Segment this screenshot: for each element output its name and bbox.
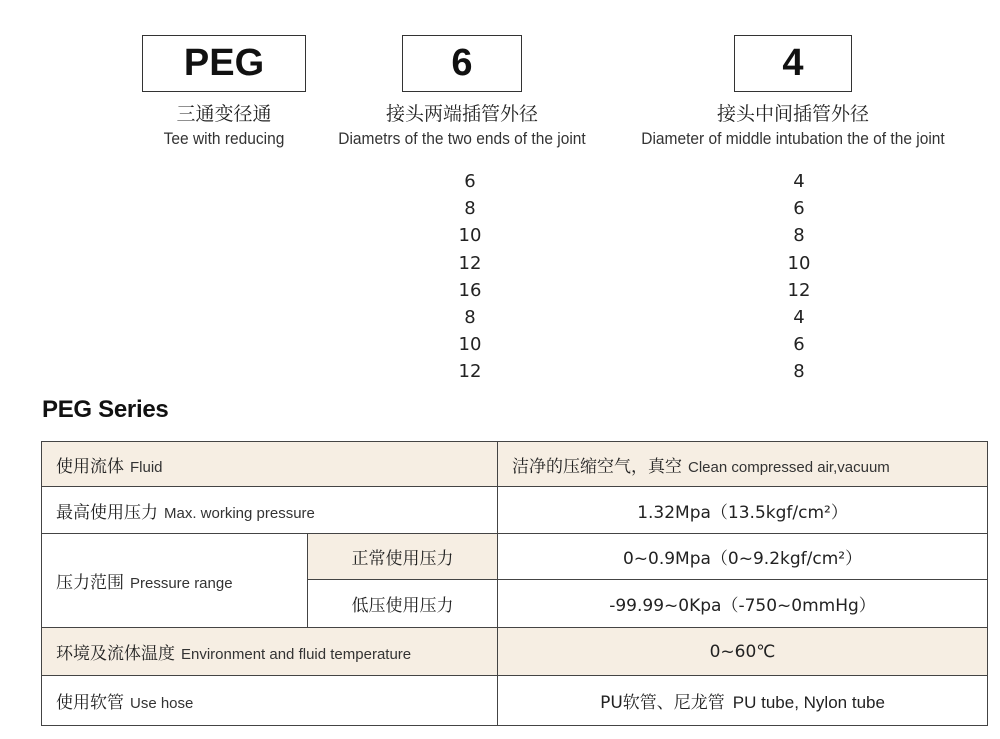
hose-value-zh: PU软管、尼龙管 xyxy=(600,693,725,713)
table-cell-label xyxy=(42,676,498,726)
fluid-value-zh: 洁净的压缩空气，真空 xyxy=(512,456,683,477)
table-row-temperature xyxy=(42,628,988,676)
list-item: 8 xyxy=(793,361,805,383)
low-pressure-label: 低压使用压力 xyxy=(308,580,498,628)
table-row-hose xyxy=(42,676,988,726)
code-label-en: Tee with reducing xyxy=(163,130,285,148)
normal-pressure-value: 0~0.9Mpa（0~9.2kgf/cm²） xyxy=(498,534,988,580)
fluid-value-en: Clean compressed air,vacuum xyxy=(688,458,890,476)
table-cell-label xyxy=(42,628,498,676)
code-box-series: PEG xyxy=(142,35,306,92)
list-item: 6 xyxy=(464,171,476,192)
middle-diameter-list xyxy=(759,168,839,386)
code-label-en: Diametrs of the two ends of the joint xyxy=(338,130,586,148)
low-pressure-value: -99.99~0Kpa（-750~0mmHg） xyxy=(498,580,988,628)
list-item: 12 xyxy=(458,252,482,274)
list-item: 8 xyxy=(464,306,476,328)
code-label-zh: 接头两端插管外径 xyxy=(385,103,538,125)
list-item: 10 xyxy=(458,334,482,356)
list-item: 6 xyxy=(793,334,805,356)
list-item: 4 xyxy=(793,306,805,328)
temperature-label-en: Environment and fluid temperature xyxy=(181,646,412,663)
max-pressure-value: 1.32Mpa（13.5kgf/cm²） xyxy=(498,487,988,534)
table-cell-value xyxy=(498,676,988,726)
fluid-label-zh: 使用流体 xyxy=(56,456,124,477)
table-cell-label xyxy=(42,487,498,534)
code-box-middle-diameter: 4 xyxy=(734,35,852,92)
series-title: PEG Series xyxy=(42,396,169,423)
code-label-zh: 三通变径通 xyxy=(176,103,272,125)
max-pressure-label-en: Max. working pressure xyxy=(164,504,315,522)
fluid-label-en: Fluid xyxy=(130,458,163,476)
list-item: 10 xyxy=(458,225,482,247)
list-item: 8 xyxy=(464,198,476,220)
temperature-label-zh: 环境及流体温度 xyxy=(56,644,175,664)
pressure-range-label-zh: 压力范围 xyxy=(56,573,124,593)
hose-value-en: PU tube, Nylon tube xyxy=(732,693,885,712)
list-item: 6 xyxy=(793,198,805,220)
temperature-value: 0~60℃ xyxy=(498,628,988,676)
table-row-fluid xyxy=(42,442,988,487)
list-item: 8 xyxy=(793,225,805,247)
table-cell-value xyxy=(498,442,988,487)
table-row-pressure-normal xyxy=(42,534,988,580)
list-item: 12 xyxy=(458,361,482,383)
list-item: 4 xyxy=(793,171,805,192)
list-item: 16 xyxy=(458,279,482,301)
pressure-range-label-en: Pressure range xyxy=(130,575,233,592)
code-column-end-diameter xyxy=(338,35,586,149)
code-column-middle-diameter xyxy=(641,35,945,149)
hose-label-en: Use hose xyxy=(130,695,194,712)
list-item: 12 xyxy=(787,279,811,301)
max-pressure-label-zh: 最高使用压力 xyxy=(56,502,158,523)
table-row-max-pressure xyxy=(42,487,988,534)
hose-label-zh: 使用软管 xyxy=(56,693,124,713)
table-cell-label xyxy=(42,442,498,487)
code-label-zh: 接头中间插管外径 xyxy=(716,103,869,125)
table-cell-label xyxy=(42,534,308,628)
list-item: 10 xyxy=(787,252,811,274)
end-diameter-list xyxy=(430,168,510,386)
code-label-en: Diameter of middle intubation the of the joint xyxy=(641,130,945,148)
spec-table xyxy=(41,441,988,726)
code-box-end-diameter: 6 xyxy=(402,35,522,92)
normal-pressure-label: 正常使用压力 xyxy=(308,534,498,580)
